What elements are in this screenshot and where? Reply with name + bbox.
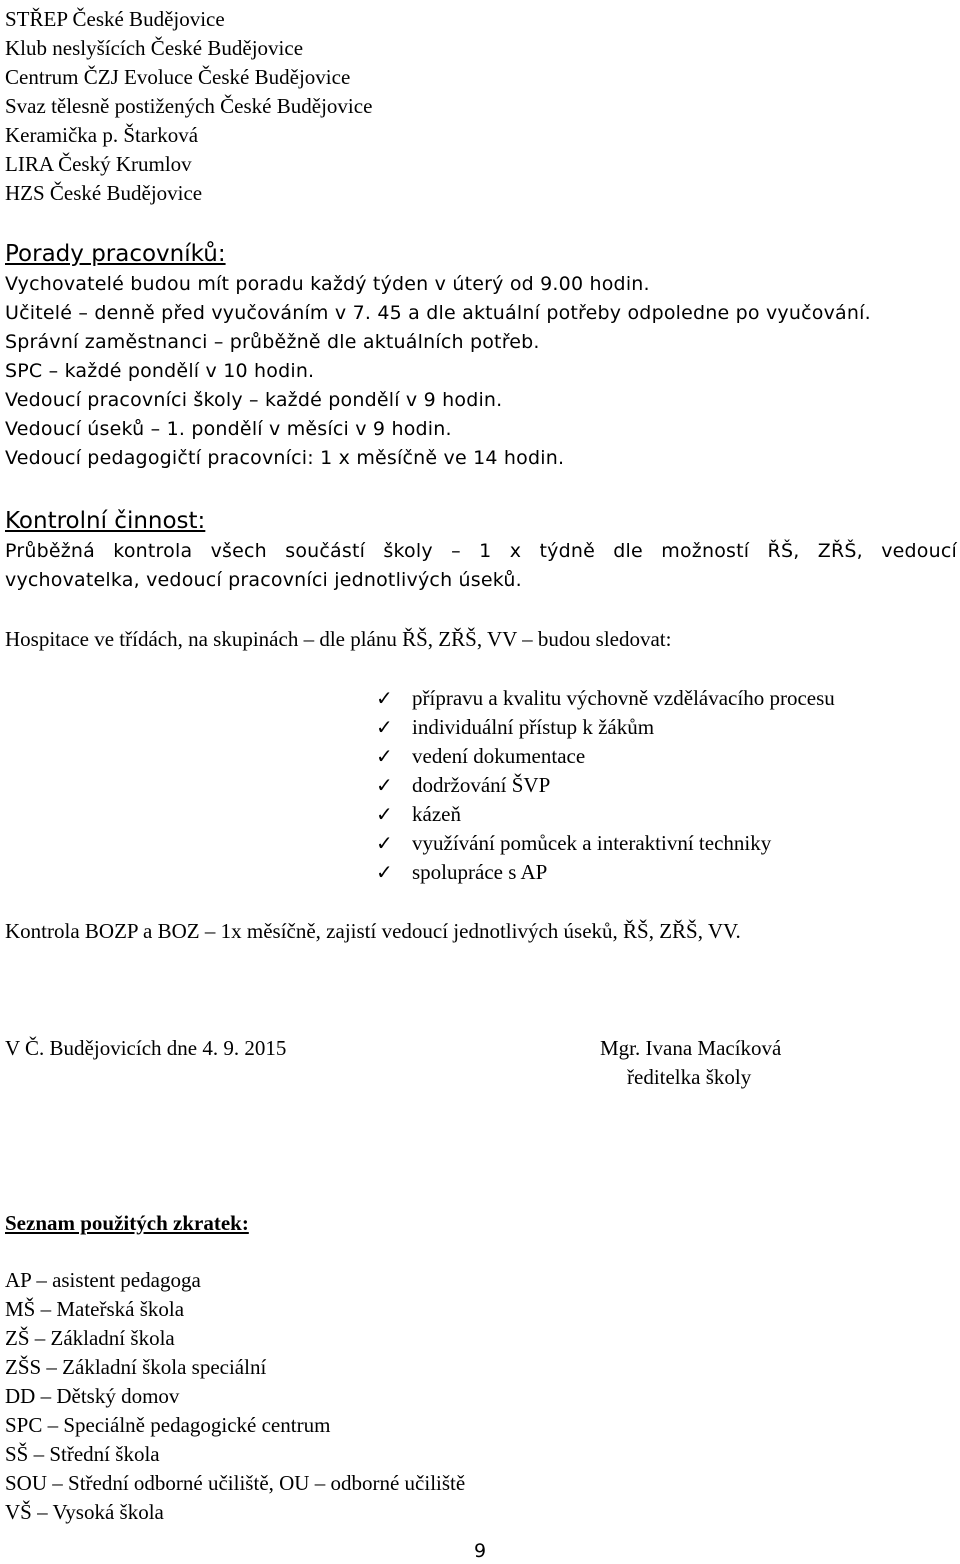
partner-item: STŘEP České Budějovice	[5, 7, 225, 31]
partner-item: LIRA Český Krumlov	[5, 152, 192, 176]
place-date: V Č. Budějovicích dne 4. 9. 2015	[5, 1036, 287, 1060]
control-paragraph-line: Průběžná kontrola všech součástí školy – 1 x týdně dle možností ŘŠ, ZŘŠ, vedoucí	[5, 540, 957, 562]
check-icon: ✓	[376, 773, 393, 797]
meetings-line: Vedoucí úseků – 1. pondělí v měsíci v 9 hodin.	[5, 418, 452, 440]
meetings-line: Vychovatelé budou mít poradu každý týden v úterý od 9.00 hodin.	[5, 273, 650, 295]
check-icon: ✓	[376, 715, 393, 739]
partner-item: Keramička p. Štarková	[5, 123, 199, 147]
checklist-item-text: dodržování ŠVP	[412, 773, 551, 797]
partner-item: HZS České Budějovice	[5, 181, 203, 205]
control-paragraph-line: vychovatelka, vedoucí pracovníci jednotlivých úseků.	[5, 569, 522, 591]
meetings-line: Vedoucí pedagogičtí pracovníci: 1 x měsíčně ve 14 hodin.	[5, 447, 565, 469]
meetings-line: Vedoucí pracovníci školy – každé pondělí v 9 hodin.	[5, 389, 503, 411]
checklist-item	[376, 801, 461, 827]
checklist-item-text: individuální přístup k žákům	[412, 715, 655, 739]
checklist-item-text: přípravu a kvalitu výchovně vzdělávacího procesu	[412, 686, 835, 710]
check-icon: ✓	[376, 860, 393, 884]
checklist-item-text: vedení dokumentace	[412, 744, 586, 768]
abbreviation-item: ZŠ – Základní škola	[5, 1326, 175, 1350]
abbreviations-heading: Seznam použitých zkratek:	[5, 1211, 249, 1235]
inspection-intro: Hospitace ve třídách, na skupinách – dle plánu ŘŠ, ZŘŠ, VV – budou sledovat:	[5, 627, 672, 651]
checklist-item	[376, 772, 550, 798]
check-icon: ✓	[376, 831, 393, 855]
check-icon: ✓	[376, 744, 393, 768]
meetings-heading: Porady pracovníků:	[5, 241, 226, 267]
checklist-item-text: kázeň	[412, 802, 461, 826]
meetings-line: Správní zaměstnanci – průběžně dle aktuálních potřeb.	[5, 331, 540, 353]
abbreviation-item: ZŠS – Základní škola speciální	[5, 1355, 267, 1379]
checklist-item-text: spolupráce s AP	[412, 860, 548, 884]
meetings-line: SPC – každé pondělí v 10 hodin.	[5, 360, 315, 382]
check-icon: ✓	[376, 686, 393, 710]
checklist-item	[376, 714, 654, 740]
abbreviation-item: SPC – Speciálně pedagogické centrum	[5, 1413, 331, 1437]
abbreviation-item: DD – Dětský domov	[5, 1384, 180, 1408]
abbreviation-item: MŠ – Mateřská škola	[5, 1297, 185, 1321]
bozp-line: Kontrola BOZP a BOZ – 1x měsíčně, zajistí vedoucí jednotlivých úseků, ŘŠ, ZŘŠ, VV.	[5, 919, 741, 943]
abbreviation-item: SOU – Střední odborné učiliště, OU – odborné učiliště	[5, 1471, 466, 1495]
partner-item: Centrum ČZJ Evoluce České Budějovice	[5, 65, 351, 89]
partner-item: Klub neslyšících České Budějovice	[5, 36, 304, 60]
checklist-item	[376, 830, 771, 856]
check-icon: ✓	[376, 802, 393, 826]
checklist-item	[376, 685, 835, 711]
meetings-line: Učitelé – denně před vyučováním v 7. 45 a dle aktuální potřeby odpoledne po vyučování.	[5, 302, 871, 324]
abbreviation-item: AP – asistent pedagoga	[5, 1268, 201, 1292]
abbreviation-item: SŠ – Střední škola	[5, 1442, 160, 1466]
abbreviation-item: VŠ – Vysoká škola	[5, 1500, 164, 1524]
control-heading: Kontrolní činnost:	[5, 508, 206, 534]
signatory-role: ředitelka školy	[627, 1065, 752, 1089]
partner-item: Svaz tělesně postižených České Budějovice	[5, 94, 373, 118]
signatory-name: Mgr. Ivana Macíková	[600, 1036, 782, 1060]
checklist-item	[376, 859, 547, 885]
checklist-item	[376, 743, 585, 769]
checklist-item-text: využívání pomůcek a interaktivní techniky	[412, 831, 772, 855]
page-number: 9	[473, 1540, 487, 1562]
